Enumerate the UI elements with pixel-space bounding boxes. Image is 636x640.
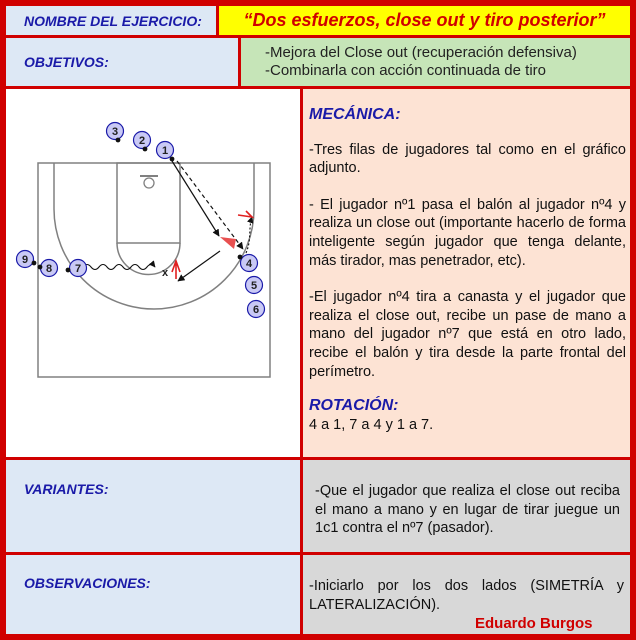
exercise-name xyxy=(219,6,630,35)
player-label: 9 xyxy=(21,254,29,266)
objective-item: -Mejora del Close out (recuperación defensiva) xyxy=(265,44,577,61)
exercise-name-label-text: NOMBRE DEL EJERCICIO: xyxy=(24,13,202,29)
player-label: 5 xyxy=(250,280,258,292)
variants-label xyxy=(6,460,300,552)
basket xyxy=(140,176,158,188)
player-6 xyxy=(248,301,265,318)
cut-line-1 xyxy=(172,161,219,236)
close-out-mark xyxy=(220,237,236,249)
exercise-name-label xyxy=(6,6,216,35)
objective-item: -Combinarla con acción continuada de tiro xyxy=(265,62,546,79)
player-label: 7 xyxy=(74,263,82,275)
player-1 xyxy=(157,142,175,162)
dribble-line-7 xyxy=(83,265,155,270)
player-9 xyxy=(17,251,37,268)
drill-diagram xyxy=(6,89,300,457)
player-5 xyxy=(246,277,263,294)
player-4 xyxy=(238,255,258,272)
pass-line-1-to-4 xyxy=(177,161,243,249)
player-label: 1 xyxy=(161,145,169,157)
observations-panel xyxy=(303,555,630,634)
handoff-x: x xyxy=(162,267,169,279)
objectives-list xyxy=(241,38,630,86)
mechanics-panel xyxy=(303,89,630,457)
court-diagram xyxy=(6,89,300,457)
rotation-heading: ROTACIÓN: xyxy=(309,397,399,415)
objectives-label-text: OBJETIVOS: xyxy=(24,54,109,70)
observations-label xyxy=(6,555,300,634)
player-label: 2 xyxy=(138,135,146,147)
player-2 xyxy=(134,132,151,152)
player-label: 8 xyxy=(45,263,53,275)
rotation-text: 4 a 1, 7 a 4 y 1 a 7. xyxy=(309,416,434,433)
player-label: 4 xyxy=(245,258,253,270)
mechanics-paragraph: -El jugador nº4 tira a canasta y el jugador que realiza el close out, recibe un pase de mano a mano del jugador nº7 que está en otro lado, recibe el balón y tira desde la parte frontal del perímetro. xyxy=(309,289,626,380)
player-3 xyxy=(107,123,124,143)
cut-line-1-back xyxy=(178,251,220,281)
objectives-label xyxy=(6,38,238,86)
observations-label-text: OBSERVACIONES: xyxy=(24,575,151,591)
exercise-name-text: “Dos esfuerzos, close out y tiro posterior” xyxy=(243,10,606,30)
mechanics-paragraph: - El jugador nº1 pasa el balón al jugador nº4 y realiza un close out (importante hacerlo de forma inteligente según jugador que tenga delante, más tirador, mas penetrador, etc). xyxy=(309,196,626,269)
player-8 xyxy=(38,260,58,277)
mechanics-paragraph: -Tres filas de jugadores tal como en el gráfico adjunto. xyxy=(309,141,626,177)
screen-mark-4 xyxy=(238,211,252,217)
author-name: Eduardo Burgos xyxy=(475,615,593,632)
variants-text: -Que el jugador que realiza el close out reciba el mano a mano y en lugar de tirar juegue un 1c1 contra el nº7 (pasador). xyxy=(315,483,620,537)
player-label: 6 xyxy=(252,304,260,316)
variants-panel xyxy=(303,460,630,552)
player-label: 3 xyxy=(111,126,119,138)
mechanics-heading: MECÁNICA: xyxy=(309,106,401,123)
variants-label-text: VARIANTES: xyxy=(24,481,109,497)
observations-text: -Iniciarlo por los dos lados (SIMETRÍA y LATERALIZACIÓN). xyxy=(309,578,624,613)
